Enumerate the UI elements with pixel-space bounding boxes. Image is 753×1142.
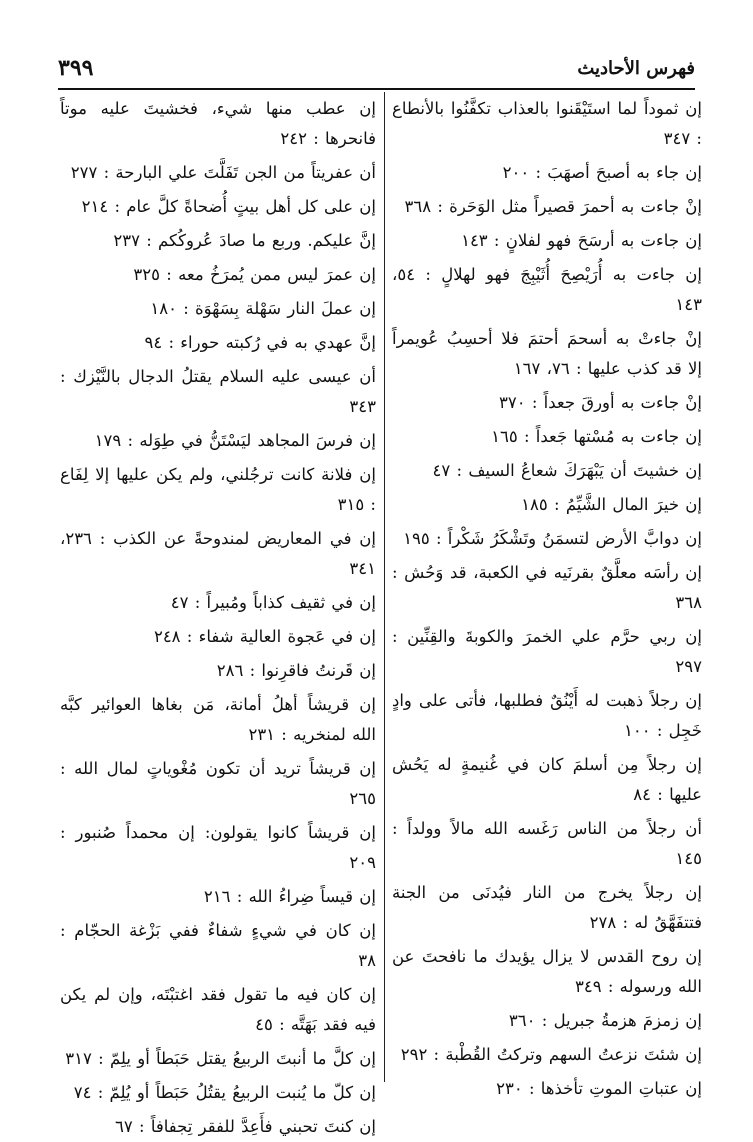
hadith-index-entry: إن جاءت به أُرَيْصِحَ أُثَيْبِجَ فهو لهلالٍ : ٥٤، ١٤٣ xyxy=(392,265,702,314)
hadith-index-entry: إن شئتَ نزعتُ السهم وتركتُ القُطْبة : ٢٩٢ xyxy=(400,1045,702,1064)
left-column xyxy=(60,94,376,1136)
hadith-index-entry: إن قريشاً كانوا يقولون: إن محمداً صُنبور : ٢٠٩ xyxy=(60,823,376,872)
page-number: ٣٩٩ xyxy=(58,55,94,81)
header-rule xyxy=(58,88,695,90)
hadith-index-entry: إن ربي حرَّم علي الخمرَ والكوبةَ والقِنِّين : ٢٩٧ xyxy=(392,627,702,676)
hadith-index-entry: إن في ثقيف كذاباً ومُبيراً : ٤٧ xyxy=(170,593,376,612)
hadith-index-entry: إن رجلاً يخرج من النار فيُدنَى من الجنة فتتفَهَّقُ له : ٢٧٨ xyxy=(392,883,702,932)
hadith-index-entry: أن رجلاً من الناس رَغَسه الله مالاً وولداً : ١٤٥ xyxy=(392,819,702,868)
hadith-index-entry: إن كنتَ تحبني فأَعِدَّ للفقر تِجفافاً : ٦٧ xyxy=(115,1117,376,1136)
hadith-index-entry: إن عتباتِ الموتِ تأخذها : ٢٣٠ xyxy=(496,1079,702,1098)
hadith-index-entry: إن جاءت به مُسْتها جَعداً : ١٦٥ xyxy=(491,427,702,446)
hadith-index-entry: إن عملَ النار سَهْلة بِسَهْوَة : ١٨٠ xyxy=(150,299,376,318)
hadith-index-entry: إن قَرنتُ فاقرِنوا : ٢٨٦ xyxy=(216,661,376,680)
hadith-index-entry: أن عيسى عليه السلام يقتلُ الدجال بالنَّيْزك : ٣٤٣ xyxy=(60,367,376,416)
hadith-index-entry: إن رجلاً مِن أسلمَ كان في غُنيمةٍ له يَحُش عليها : ٨٤ xyxy=(392,755,702,804)
column-divider xyxy=(384,92,385,1082)
hadith-index-entry: إن كلّ ما يُنبت الربيعُ يقتُلُ حَبَطاً أو يُلِمّ : ٧٤ xyxy=(73,1083,376,1102)
hadith-index-entry: إن رجلاً ذهبت له أَيْنُقٌ فطلبها، فأتى على وادٍ خَجِل : ١٠٠ xyxy=(392,691,702,740)
right-column xyxy=(392,94,702,1098)
hadith-index-entry: إن قيساً ضِراءُ الله : ٢١٦ xyxy=(203,887,376,906)
hadith-index-entry: إن قريشاً أهلُ أمانة، مَن بغاها العوائير كبَّه الله لمنخريه : ٢٣١ xyxy=(60,695,376,744)
hadith-index-entry: إن جاء به أصبحَ أصهَبَ : ٢٠٠ xyxy=(502,163,702,182)
page-header xyxy=(58,50,695,86)
hadith-index-entry: إنْ جاءتْ به أسحمَ أحتمَ فلا أحسِبُ عُويمراً إلا قد كذب عليها : ٧٦، ١٦٧ xyxy=(392,329,702,378)
hadith-index-entry: إن عمرَ ليس ممن يُمرَخُ معه : ٣٢٥ xyxy=(133,265,376,284)
hadith-index-entry: إن خشيتَ أن يَبْهَرَكَ شعاعُ السيف : ٤٧ xyxy=(432,461,702,480)
hadith-index-entry: إن دوابَّ الأرض لتسمَنُ وتَشْكَرُ شَكْراً : ١٩٥ xyxy=(403,529,702,548)
hadith-index-entry: إن في عَجوة العالية شفاء : ٢٤٨ xyxy=(153,627,376,646)
hadith-index-entry: أن عفريتاً من الجن تَفَلَّتَ علي البارحة : ٢٧٧ xyxy=(70,163,376,182)
hadith-index-entry: إن كان في شيءٍ شفاءٌ ففي بَزْغة الحجّام : ٣٨ xyxy=(60,921,376,970)
hadith-index-entry: إنْ جاءت به أحمرَ قصيراً مثل الوَحَرة : ٣٦٨ xyxy=(404,197,702,216)
hadith-index-entry: إن روح القدس لا يزال يؤيدك ما نافحتَ عن الله ورسوله : ٣٤٩ xyxy=(392,947,702,996)
hadith-index-entry: إن على كل أهل بيتٍ أُضحاةً كلَّ عام : ٢١٤ xyxy=(81,197,376,216)
hadith-index-entry: إن زمزمَ هزمةُ جبريل : ٣٦٠ xyxy=(508,1011,702,1030)
hadith-index-entry: إن عطب منها شيء، فخشيتَ عليه موتاً فانحرها : ٢٤٢ xyxy=(60,99,376,148)
hadith-index-entry: إن رأسَه معلَّقٌ بقرنَيه في الكعبة، قد وَحُش : ٣٦٨ xyxy=(392,563,702,612)
hadith-index-entry: إن في المعاريض لمندوحةً عن الكذب : ٢٣٦، ٣٤١ xyxy=(60,529,376,578)
hadith-index-entry: إن فرسَ المجاهد ليَسْتَنُّ في طِوَله : ١٧٩ xyxy=(94,431,376,450)
hadith-index-entry: إنْ جاءت به أورقَ جعداً : ٣٧٠ xyxy=(498,393,702,412)
hadith-index-entry: إن فلانة كانت ترجُلني، ولم يكن عليها إلا لِفَاع : ٣١٥ xyxy=(60,465,376,514)
hadith-index-entry: إنَّ عهدي به في رُكبته حوراء : ٩٤ xyxy=(144,333,376,352)
hadith-index-entry: إن ثموداً لما استَيْقَنوا بالعذاب تكفَّنُوا بالأنطاع : ٣٤٧ xyxy=(392,99,702,148)
running-title: فهرس الأحاديث xyxy=(577,57,695,79)
hadith-index-entry: إن كلَّ ما أنبتَ الربيعُ يقتل حَبَطاً أو يلِمّ : ٣١٧ xyxy=(65,1049,376,1068)
hadith-index-entry: إنَّ عليكم. وربع ما صادَ عُروكُكم : ٢٣٧ xyxy=(113,231,376,250)
hadith-index-entry: إن قريشاً تريد أن تكون مُغْوياتٍ لمال الله : ٢٦٥ xyxy=(60,759,376,808)
hadith-index-entry: إن جاءت به أرسَحَ فهو لفلانٍ : ١٤٣ xyxy=(461,231,702,250)
hadith-index-entry: إن خيرَ المال الشَّيِّمُ : ١٨٥ xyxy=(521,495,702,514)
hadith-index-entry: إن كان فيه ما تقول فقد اغتبْتَه، وإن لم يكن فيه فقد بَهَتَّه : ٤٥ xyxy=(60,985,376,1034)
